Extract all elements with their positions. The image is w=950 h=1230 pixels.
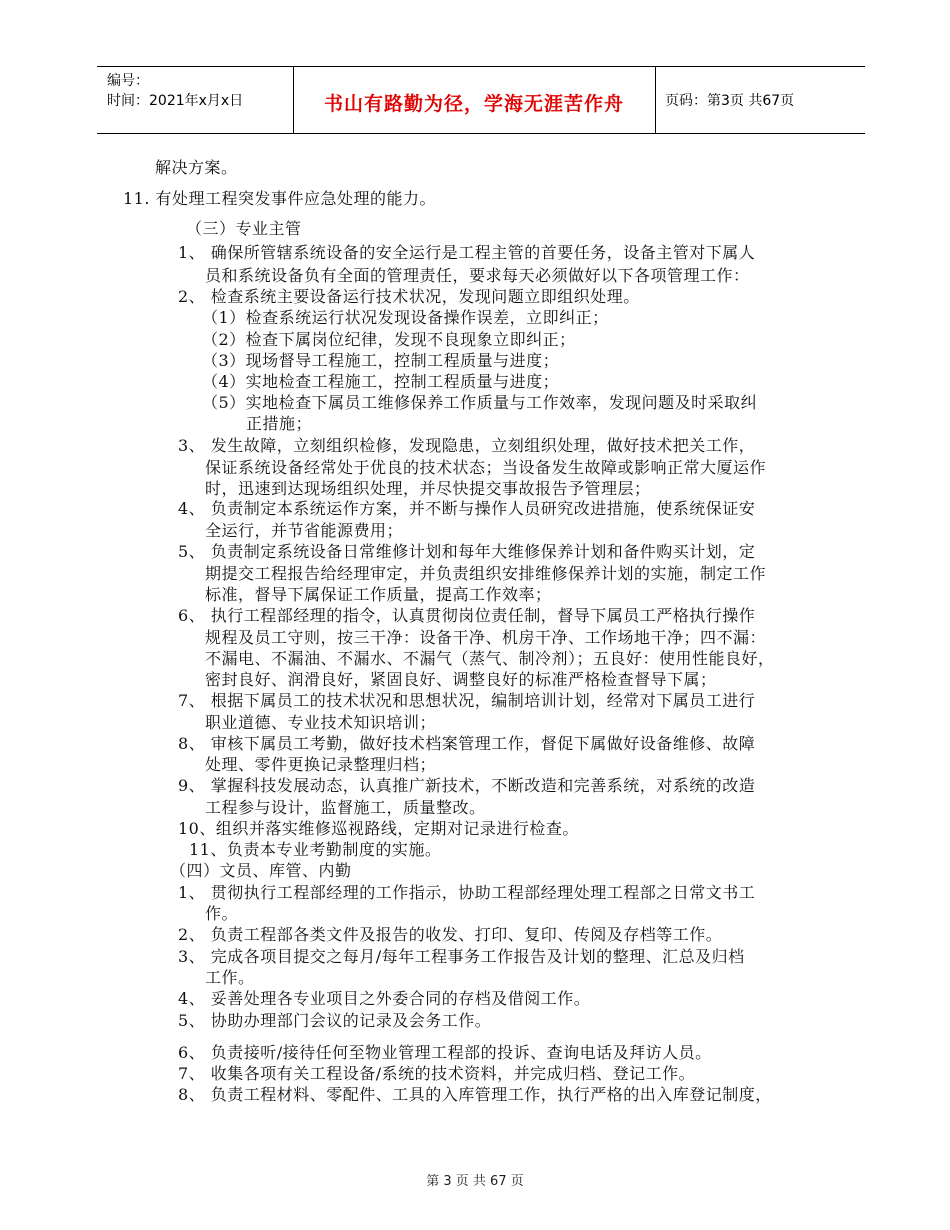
body-line: 7、 根据下属员工的技术状况和思想状况，编制培训计划，经常对下属员工进行 [178,691,756,710]
body-line: （1）检查系统运行状况发现设备操作误差，立即纠正； [202,308,609,327]
body-line: 全运行，并节省能源费用； [205,521,404,540]
header-center-cell [293,67,656,133]
body-line: 10、组织并落实维修巡视路线，定期对记录进行检查。 [178,819,579,838]
body-line: （2）检查下属岗位纪律，发现不良现象立即纠正； [202,330,576,349]
body-line: （3）现场督导工程施工，控制工程质量与进度； [202,351,560,370]
page-footer: 第 3 页 共 67 页 [426,1174,524,1189]
body-line: 3、 完成各项目提交之每月/每年工程事务工作报告及计划的整理、汇总及归档 [178,947,745,966]
body-line: 工作。 [205,968,255,987]
body-line: 职业道德、专业技术知识培训； [205,713,437,732]
body-line: 作。 [205,904,239,923]
body-line: 工程参与设计，监督施工，质量整改。 [205,798,486,817]
body-line: 1、 贯彻执行工程部经理的工作指示，协助工程部经理处理工程部之日常文书工 [178,883,756,902]
body-line: 1、 确保所管辖系统设备的安全运行是工程主管的首要任务，设备主管对下属人 [178,243,756,262]
body-line: 11. 有处理工程突发事件应急处理的能力。 [123,189,437,208]
body-line: 2、 检查系统主要设备运行技术状况，发现问题立即组织处理。 [178,287,640,306]
body-line: 2、 负责工程部各类文件及报告的收发、打印、复印、传阅及存档等工作。 [178,925,723,944]
header-right-cell [655,67,865,133]
section-heading: （三）专业主管 [186,219,302,238]
document-time-label: 时间：2021年x月x日 [107,93,244,109]
body-line: 11、负责本专业考勤制度的实施。 [189,840,442,859]
body-line: 4、 妥善处理各专业项目之外委合同的存档及借阅工作。 [178,989,591,1008]
body-line: 9、 掌握科技发展动态，认真推广新技术，不断改造和完善系统，对系统的改造 [178,776,756,795]
header-page-info: 页码：第3页 共67页 [665,93,795,109]
body-line: 5、 协助办理部门会议的记录及会务工作。 [178,1011,492,1030]
body-line: 密封良好、润滑良好，紧固良好、调整良好的标准严格检查督导下属； [205,670,717,689]
body-line: （5）实地检查下属员工维修保养工作质量与工作效率，发现问题及时采取纠 [202,393,758,412]
body-line: （4）实地检查工程施工，控制工程质量与进度； [202,372,560,391]
header-motto: 书山有路勤为径，学海无涯苦作舟 [323,93,624,115]
body-line: 5、 负责制定系统设备日常维修计划和每年大维修保养计划和备件购买计划，定 [178,542,756,561]
body-line: 8、 审核下属员工考勤，做好技术档案管理工作，督促下属做好设备维修、故障 [178,734,756,753]
body-line: 时，迅速到达现场组织处理，并尽快提交事故报告予管理层； [205,479,651,498]
body-line: 解决方案。 [155,158,238,177]
body-line: 期提交工程报告给经理审定，并负责组织安排维修保养计划的实施，制定工作 [205,564,767,583]
document-code-label: 编号： [107,73,149,89]
body-line: 8、 负责工程材料、零配件、工具的入库管理工作，执行严格的出入库登记制度， [178,1085,772,1104]
section-heading: （四）文员、库管、内勤 [170,861,352,880]
body-line: 保证系统设备经常处于优良的技术状态；当设备发生故障或影响正常大厦运作 [205,458,767,477]
body-line: 正措施； [246,414,313,433]
body-line: 3、 发生故障，立刻组织检修，发现隐患，立刻组织处理，做好技术把关工作， [178,436,756,455]
body-line: 不漏电、不漏油、不漏水、不漏气（蒸气、制冷剂）；五良好：使用性能良好， [205,649,775,668]
body-line: 6、 执行工程部经理的指令，认真贯彻岗位责任制，督导下属员工严格执行操作 [178,606,756,625]
body-line: 6、 负责接听/接待任何至物业管理工程部的投诉、查询电话及拜访人员。 [178,1043,712,1062]
body-line: 处理、零件更换记录整理归档； [205,755,437,774]
document-header [97,66,865,134]
body-line: 员和系统设备负有全面的管理责任，要求每天必须做好以下各项管理工作： [205,266,750,285]
body-line: 4、 负责制定本系统运作方案，并不断与操作人员研究改进措施，使系统保证安 [178,499,756,518]
header-left-cell [97,67,294,133]
body-line: 规程及员工守则，按三干净：设备干净、机房干净、工作场地干净；四不漏： [205,628,767,647]
body-line: 标准，督导下属保证工作质量，提高工作效率； [205,585,552,604]
body-line: 7、 收集各项有关工程设备/系统的技术资料，并完成归档、登记工作。 [178,1064,696,1083]
